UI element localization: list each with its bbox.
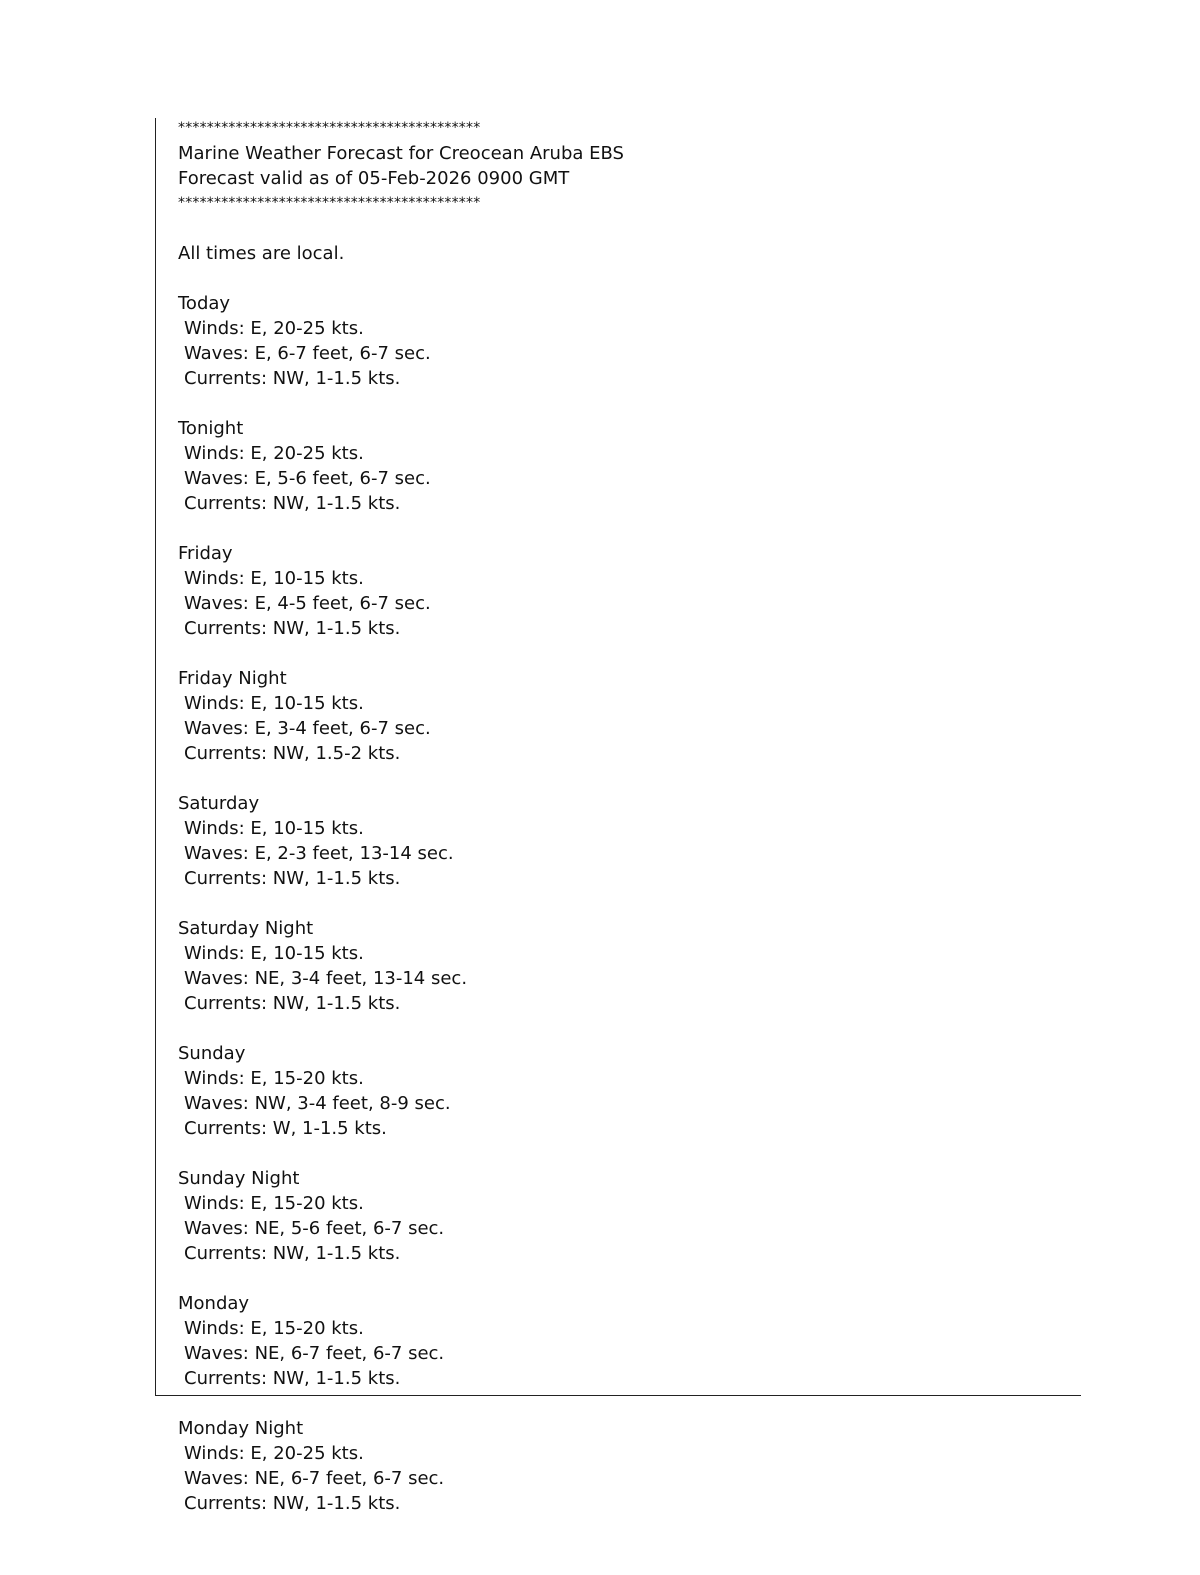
period-winds: Winds: E, 20-25 kts. (184, 318, 364, 339)
period-name: Tonight (178, 418, 244, 439)
period-waves: Waves: E, 3-4 feet, 6-7 sec. (184, 718, 431, 739)
forecast-period (178, 666, 1058, 791)
period-waves: Waves: E, 5-6 feet, 6-7 sec. (184, 468, 431, 489)
period-currents: Currents: NW, 1-1.5 kts. (184, 368, 401, 389)
period-currents: Currents: NW, 1-1.5 kts. (184, 493, 401, 514)
period-waves: Waves: NE, 5-6 feet, 6-7 sec. (184, 1218, 445, 1239)
spacer (178, 266, 1058, 291)
period-waves: Waves: NW, 3-4 feet, 8-9 sec. (184, 1093, 451, 1114)
period-currents: Currents: NW, 1-1.5 kts. (184, 1493, 401, 1514)
period-name: Friday Night (178, 668, 287, 689)
period-name: Friday (178, 543, 233, 564)
period-name: Today (178, 293, 231, 314)
period-winds: Winds: E, 10-15 kts. (184, 568, 364, 589)
forecast-title: Marine Weather Forecast for Creocean Aruba EBS (178, 143, 624, 164)
period-name: Saturday (178, 793, 260, 814)
spacer (178, 641, 1058, 666)
period-winds: Winds: E, 15-20 kts. (184, 1193, 364, 1214)
period-name: Monday (178, 1293, 250, 1314)
period-currents: Currents: NW, 1-1.5 kts. (184, 1243, 401, 1264)
period-currents: Currents: NW, 1-1.5 kts. (184, 618, 401, 639)
spacer (178, 216, 1058, 241)
forecast-period (178, 541, 1058, 666)
forecast-period (178, 291, 1058, 416)
period-winds: Winds: E, 15-20 kts. (184, 1068, 364, 1089)
period-currents: Currents: NW, 1.5-2 kts. (184, 743, 401, 764)
period-winds: Winds: E, 20-25 kts. (184, 443, 364, 464)
spacer (178, 516, 1058, 541)
period-waves: Waves: NE, 6-7 feet, 6-7 sec. (184, 1468, 445, 1489)
forecast-period (178, 416, 1058, 541)
period-winds: Winds: E, 15-20 kts. (184, 1318, 364, 1339)
period-name: Monday Night (178, 1418, 304, 1439)
period-currents: Currents: W, 1-1.5 kts. (184, 1118, 387, 1139)
spacer (178, 1016, 1058, 1041)
period-waves: Waves: E, 2-3 feet, 13-14 sec. (184, 843, 454, 864)
header-stars-bottom: ****************************************** (178, 195, 481, 211)
forecast-period (178, 916, 1058, 1041)
period-name: Sunday (178, 1043, 246, 1064)
period-name: Saturday Night (178, 918, 314, 939)
left-border-rule (155, 118, 156, 1396)
spacer (178, 391, 1058, 416)
forecast-valid-time: Forecast valid as of 05-Feb-2026 0900 GMT (178, 168, 570, 189)
period-waves: Waves: NE, 3-4 feet, 13-14 sec. (184, 968, 468, 989)
forecast-period (178, 1041, 1058, 1166)
spacer (178, 1266, 1058, 1291)
forecast-period (178, 1166, 1058, 1291)
spacer (178, 766, 1058, 791)
spacer (178, 891, 1058, 916)
period-winds: Winds: E, 20-25 kts. (184, 1443, 364, 1464)
forecast-text (178, 116, 1058, 1516)
period-currents: Currents: NW, 1-1.5 kts. (184, 993, 401, 1014)
period-winds: Winds: E, 10-15 kts. (184, 943, 364, 964)
period-currents: Currents: NW, 1-1.5 kts. (184, 1368, 401, 1389)
period-winds: Winds: E, 10-15 kts. (184, 818, 364, 839)
period-waves: Waves: E, 4-5 feet, 6-7 sec. (184, 593, 431, 614)
period-name: Sunday Night (178, 1168, 300, 1189)
times-note: All times are local. (178, 243, 345, 264)
spacer (178, 1391, 1058, 1416)
spacer (178, 1141, 1058, 1166)
forecast-period (178, 791, 1058, 916)
forecast-period (178, 1416, 1058, 1516)
header-stars-top: ****************************************** (178, 120, 481, 136)
period-waves: Waves: E, 6-7 feet, 6-7 sec. (184, 343, 431, 364)
period-waves: Waves: NE, 6-7 feet, 6-7 sec. (184, 1343, 445, 1364)
forecast-period (178, 1291, 1058, 1416)
period-currents: Currents: NW, 1-1.5 kts. (184, 868, 401, 889)
period-winds: Winds: E, 10-15 kts. (184, 693, 364, 714)
